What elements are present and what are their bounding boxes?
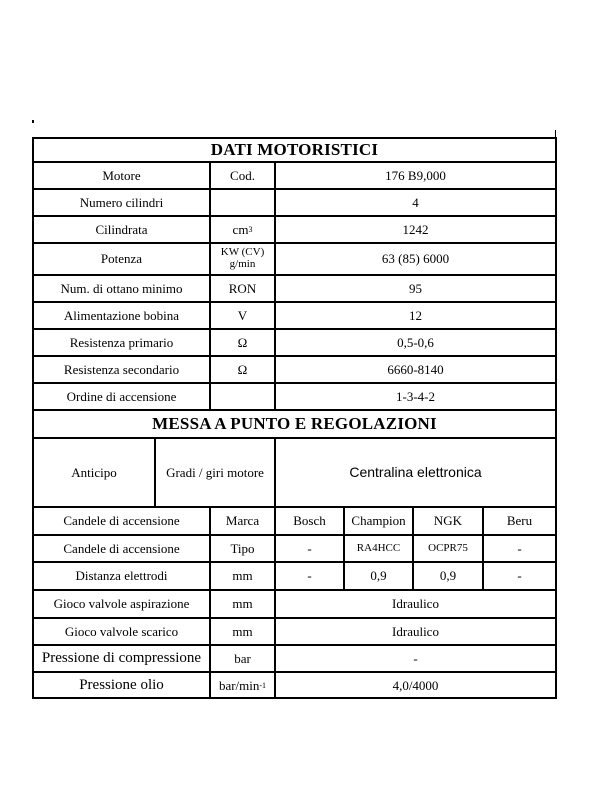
- table-row-scarico: [34, 619, 555, 646]
- table-row-elettrodi: [34, 563, 555, 591]
- unit-line-1: KW (CV): [220, 246, 265, 259]
- table-row-motore: [34, 163, 555, 190]
- row-unit: [209, 244, 274, 274]
- row-value: 4: [274, 190, 555, 215]
- table-row-olio: [34, 673, 555, 699]
- brand-cell: Bosch: [274, 508, 343, 534]
- row-unit: mm: [209, 563, 274, 589]
- type-cell: OCPR75: [412, 536, 482, 561]
- brand-cell: Champion: [343, 508, 412, 534]
- unit-line-2: g/min: [229, 258, 256, 270]
- table-row-anticipo: [34, 439, 555, 508]
- unit-text: bar/min: [218, 678, 260, 694]
- engine-data-table: [32, 137, 557, 699]
- row-value: 4,0/4000: [274, 673, 555, 699]
- row-label: Pressione olio: [79, 677, 164, 694]
- row-unit: [209, 384, 274, 409]
- section-header-dati: [34, 139, 555, 163]
- section-header-messa-a-punto: [34, 411, 555, 439]
- table-row-secondario: [34, 357, 555, 384]
- type-cell: -: [274, 536, 343, 561]
- table-row-compressione: [34, 646, 555, 673]
- row-label: Num. di ottano minimo: [60, 280, 183, 296]
- row-unit: Tipo: [209, 536, 274, 561]
- row-unit: [209, 190, 274, 215]
- row-value: 1242: [274, 217, 555, 242]
- table-row-candele-marca: [34, 508, 555, 536]
- row-unit: mm: [209, 619, 274, 644]
- row-label: Cilindrata: [95, 221, 148, 237]
- row-unit: Ω: [209, 330, 274, 355]
- table-row-cilindri: [34, 190, 555, 217]
- row-label: Candele di accensione: [63, 513, 180, 529]
- row-unit: cm 3: [209, 217, 274, 242]
- row-label: Numero cilindri: [79, 194, 164, 210]
- section-title: DATI MOTORISTICI: [210, 140, 379, 160]
- row-value: 95: [274, 276, 555, 301]
- row-label: Resistenza primario: [69, 334, 174, 350]
- row-label: Ordine di accensione: [66, 388, 177, 404]
- row-value: Idraulico: [274, 619, 555, 644]
- brand-cell: Beru: [482, 508, 555, 534]
- row-value: 63 (85) 6000: [274, 244, 555, 274]
- scan-speck: [32, 120, 34, 123]
- row-label: Potenza: [100, 251, 143, 267]
- gap-cell: -: [274, 563, 343, 589]
- row-label: Distanza elettrodi: [75, 568, 168, 584]
- row-unit: Cod.: [209, 163, 274, 188]
- row-value: 1-3-4-2: [274, 384, 555, 409]
- row-unit: V: [209, 303, 274, 328]
- row-label: Pressione di compressione: [41, 649, 202, 666]
- gap-cell: 0,9: [343, 563, 412, 589]
- row-unit: Gradi / giri motore: [154, 439, 274, 506]
- row-unit: bar/min -1: [209, 673, 274, 699]
- table-row-candele-tipo: [34, 536, 555, 563]
- row-unit: RON: [209, 276, 274, 301]
- row-unit: Marca: [209, 508, 274, 534]
- row-label: Candele di accensione: [63, 540, 180, 556]
- row-unit: bar: [209, 646, 274, 671]
- brand-cell: NGK: [412, 508, 482, 534]
- row-unit: mm: [209, 591, 274, 617]
- table-row-primario: [34, 330, 555, 357]
- row-value: 0,5-0,6: [274, 330, 555, 355]
- row-value: Idraulico: [274, 591, 555, 617]
- type-cell: -: [482, 536, 555, 561]
- table-row-aspirazione: [34, 591, 555, 619]
- row-value: 12: [274, 303, 555, 328]
- row-label: Alimentazione bobina: [63, 307, 180, 323]
- gap-cell: 0,9: [412, 563, 482, 589]
- row-label: Gioco valvole scarico: [64, 623, 179, 639]
- row-value: -: [274, 646, 555, 671]
- table-row-ordine: [34, 384, 555, 411]
- table-row-cilindrata: [34, 217, 555, 244]
- unit-text: cm: [232, 221, 249, 237]
- row-unit: Ω: [209, 357, 274, 382]
- gap-cell: -: [482, 563, 555, 589]
- row-label: Anticipo: [71, 464, 117, 480]
- type-cell: RA4HCC: [343, 536, 412, 561]
- row-value: Centralina elettronica: [274, 439, 555, 506]
- row-label: Resistenza secondario: [63, 361, 180, 377]
- section-title: MESSA A PUNTO E REGOLAZIONI: [152, 414, 437, 434]
- row-label: Gioco valvole aspirazione: [53, 596, 190, 612]
- table-row-potenza: [34, 244, 555, 276]
- table-row-ottano: [34, 276, 555, 303]
- table-row-bobina: [34, 303, 555, 330]
- row-value: 176 B9,000: [274, 163, 555, 188]
- row-value: 6660-8140: [274, 357, 555, 382]
- row-label: Motore: [102, 167, 141, 183]
